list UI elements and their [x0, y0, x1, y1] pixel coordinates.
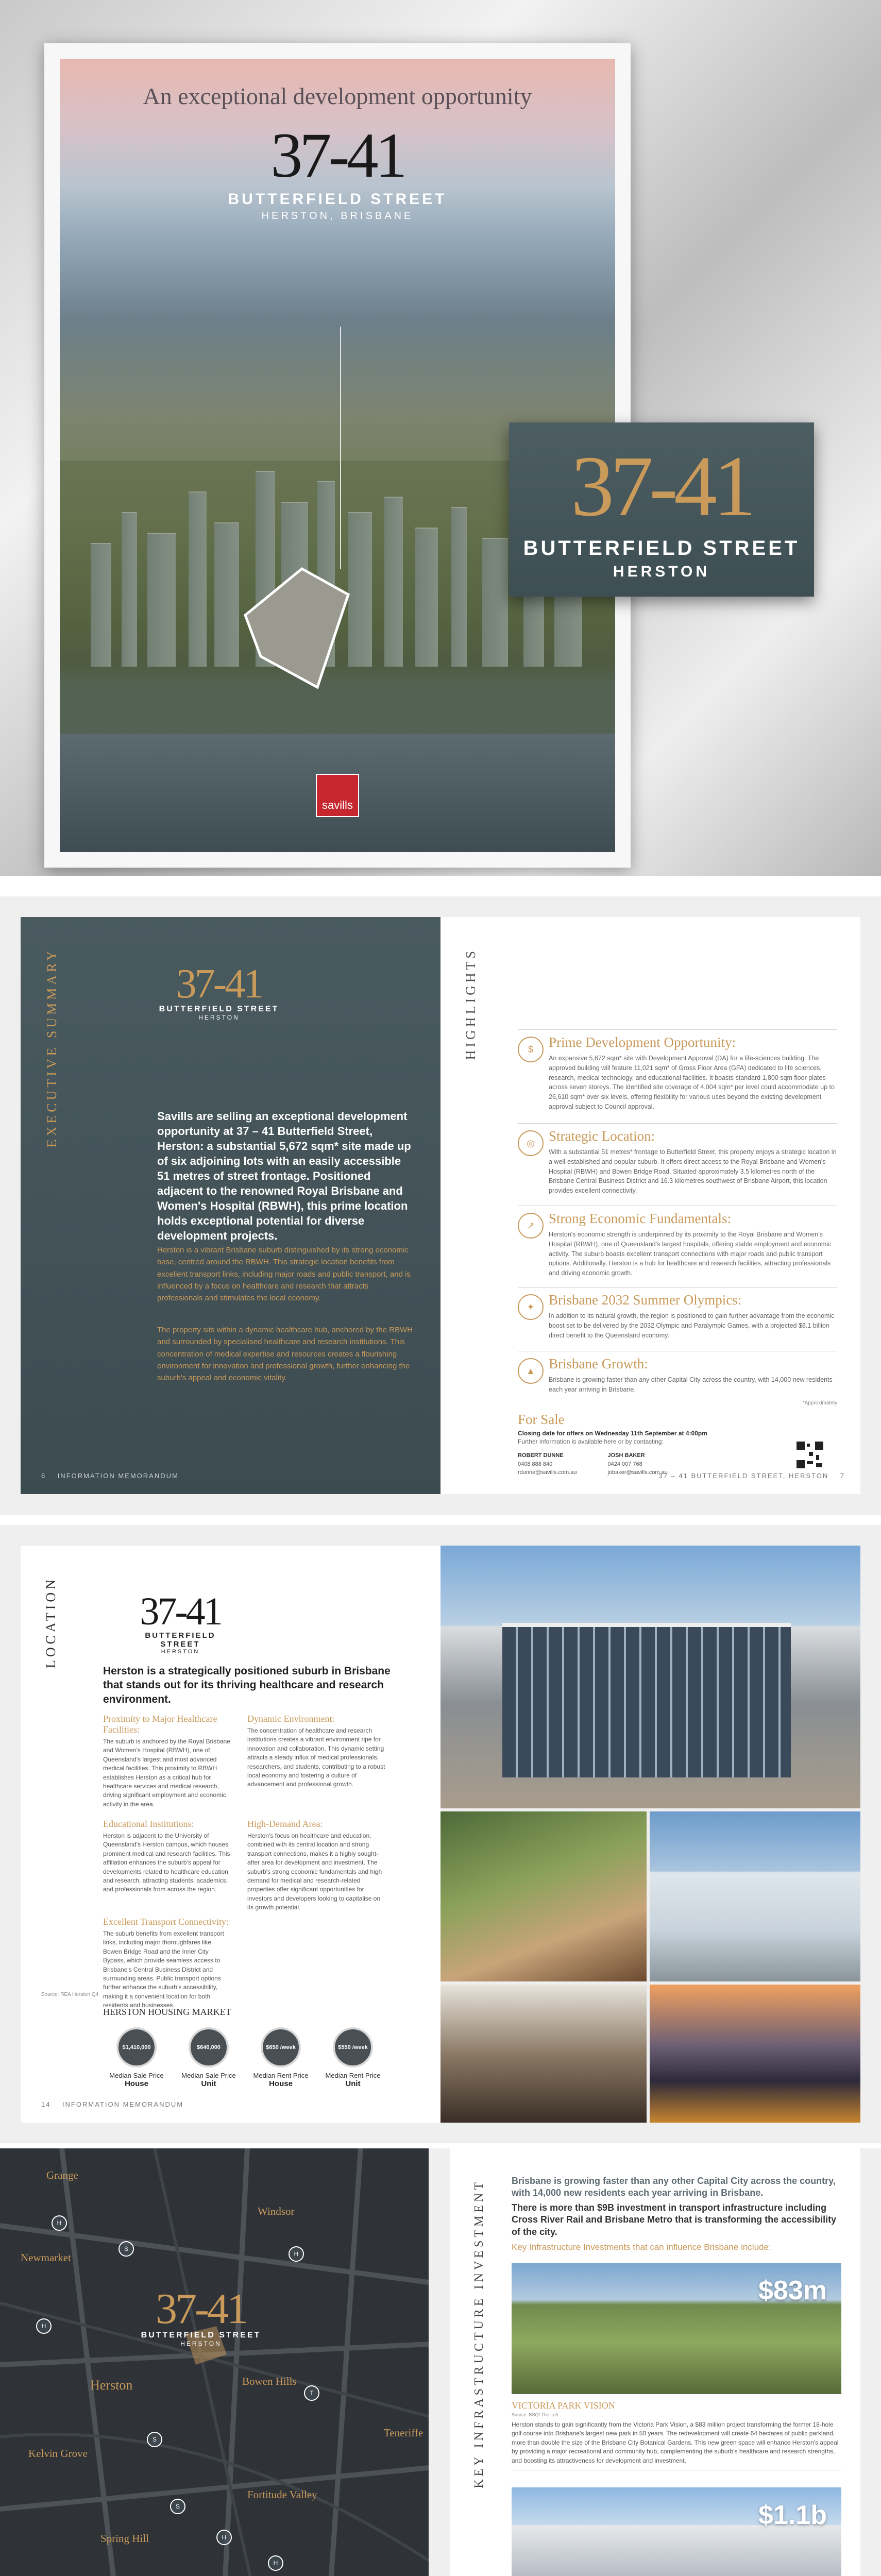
map-pin[interactable]: H — [289, 2246, 304, 2262]
location-logo-number: 37-41 — [140, 1590, 221, 1633]
cover-badge — [509, 422, 814, 597]
highlight-item — [527, 1292, 837, 1340]
location-logo — [124, 1592, 237, 1655]
location-section — [103, 1819, 232, 1894]
map-label-windsor: Windsor — [258, 2205, 295, 2217]
highlight-item — [526, 1356, 837, 1395]
section-title: Educational Institutions: — [103, 1819, 194, 1829]
map-pin[interactable]: H — [268, 2555, 283, 2571]
badge-street: BUTTERFIELD STREET — [523, 537, 800, 560]
market-title: HERSTON HOUSING MARKET — [103, 2007, 231, 2017]
highlights-vertical-title: HIGHLIGHTS — [463, 948, 478, 1060]
executive-summary-page — [21, 917, 440, 1494]
map-logo-suburb: HERSTON — [180, 2340, 222, 2347]
outdoor-umbrellas-photo — [440, 1985, 647, 2123]
project-body: Herston stands to gain significantly from the Victoria Park Vision, a $83 million project transforming the former 18-hole golf course into Brisbane's largest new park in 50 years. The redevelopment will create 64 hectares of public parkland, more than double the size of the Brisbane City Botanical Gardens. This new green space will enhance Herston's appeal by providing a major recreational and community hub, complementing the suburb's healthcare and research strengths, and boosting its attractiveness for development and investment. — [512, 2421, 839, 2464]
project-caption — [512, 2400, 841, 2465]
highlights-page — [440, 917, 860, 1494]
location-page — [21, 1546, 440, 2123]
savills-logo: savills — [316, 774, 359, 817]
closing-date: Closing date for offers on Wednesday 11th September at 4:00pm — [518, 1430, 707, 1437]
map-label-fortitude-valley: Fortitude Valley — [247, 2488, 317, 2501]
location-folio-text: INFORMATION MEMORANDUM — [62, 2100, 184, 2108]
map-label-kelvin-grove: Kelvin Grove — [28, 2447, 88, 2460]
cover-logo — [60, 120, 615, 222]
highlight-title: Strong Economic Fundamentals: — [549, 1211, 731, 1226]
executive-highlights-spread — [0, 896, 881, 1515]
cover-logo-suburb: HERSTON, BRISBANE — [261, 210, 414, 222]
location-section — [103, 1917, 232, 2010]
agent-phone[interactable]: 0424 007 768 — [607, 1461, 642, 1467]
highlights-folio — [658, 1472, 845, 1480]
highlight-title: Brisbane 2032 Summer Olympics: — [549, 1292, 742, 1308]
map-label-bowen-hills: Bowen Hills — [242, 2375, 297, 2387]
market-stat — [250, 2027, 312, 2088]
location-vertical-title: LOCATION — [43, 1577, 58, 1668]
agent-email[interactable]: jobaker@savills.com.au — [607, 1469, 668, 1476]
map-label-teneriffe: Teneriffe — [384, 2427, 423, 2439]
section-title: Excellent Transport Connectivity: — [103, 1917, 229, 1927]
location-section — [247, 1714, 386, 1789]
dollar-icon: $ — [518, 1037, 544, 1062]
exec-logo — [157, 963, 281, 1021]
location-icon: ◎ — [518, 1130, 544, 1156]
market-label: Median Sale Price — [109, 2072, 164, 2079]
section-body: The suburb is anchored by the Royal Brisbane and Women's Hospital (RBWH), one of Queensland's largest and most advanced medical facilities. This proximity to RBWH establishes Herston as a critical hub for healthcare services and medical research, driving significant employment and economic activity in the area. — [103, 1738, 230, 1808]
market-stat — [322, 2027, 384, 2088]
section-title: High-Demand Area: — [247, 1819, 323, 1829]
project-title: VICTORIA PARK VISION — [512, 2400, 615, 2411]
exec-folio-text: INFORMATION MEMORANDUM — [57, 1472, 179, 1480]
map-pin[interactable]: H — [36, 2318, 52, 2334]
rbwh-building-photo — [650, 1811, 860, 1981]
map-pin[interactable]: S — [147, 2432, 162, 2447]
city-night-photo — [650, 1985, 860, 2123]
map-label-herston: Herston — [90, 2378, 133, 2393]
highlight-title: Prime Development Opportunity: — [549, 1035, 736, 1050]
for-sale-block — [518, 1412, 837, 1477]
infra-headline-2: There is more than $9B investment in transport infrastructure including Cross River Rail and Brisbane Metro that is transforming the accessibility of the city. — [512, 2202, 837, 2237]
project-price: $83m — [758, 2276, 827, 2306]
agent-email[interactable]: rdunne@savills.com.au — [518, 1469, 577, 1476]
exec-logo-street: BUTTERFIELD STREET — [159, 1005, 279, 1013]
agent-name: ROBERT DUNNE — [518, 1452, 564, 1459]
cover-page — [0, 0, 881, 876]
exec-logo-number: 37-41 — [176, 961, 262, 1007]
map-label-newmarket: Newmarket — [21, 2251, 71, 2264]
market-kind: Unit — [201, 2079, 216, 2088]
victoria-park-photo — [512, 2263, 841, 2394]
project-price: $1.1b — [758, 2500, 827, 2530]
map-logo — [129, 2287, 273, 2347]
section-body: Herston is adjacent to the University of Queensland's Herston campus, which houses prominent medical and research facilities. This affiliation enhances the suburb's appeal for developments related to healthcare education and research, attracting students, academics, and professionals from across the region. — [103, 1832, 230, 1893]
source-note: Source: REA Herston Q4 — [41, 1992, 99, 1997]
location-logo-suburb: HERSTON — [161, 1649, 200, 1655]
map-pin[interactable]: H — [216, 2530, 232, 2545]
market-label: Median Sale Price — [181, 2072, 236, 2079]
section-body: Herston's focus on healthcare and education, combined with its central location and strong transport connections, makes it a highly sought-after area for development and investment. The suburb's strong economic fundamentals and high demand for medical and research-related properties offer significant opportunities for investors and developers looking to capitalise on its growth potential. — [247, 1832, 382, 1911]
approx-note: *Approximately — [802, 1400, 837, 1406]
highlight-body: An expansive 5,672 sqm* site with Development Approval (DA) for a life-sciences building. The approved building will feature 11,021 sqm* of Gross Floor Area (GFA) dedicated to life sciences, research, medical technology, and educational facilities. It boasts standard 1,800 sqm floor plates across seven storeys. The identified site coverage of 4,004 sqm* per level could accommodate up to 26,610 sqm* over six levels, offering flexibility for various uses beyond the existing development approval subject to Council approval. — [549, 1055, 835, 1110]
cover-logo-street: BUTTERFIELD STREET — [228, 191, 447, 208]
market-value: $650 /week — [261, 2027, 301, 2067]
highlight-body: Brisbane is growing faster than any other Capital City across the country, with 14,000 new residents each year arriving in Brisbane. — [549, 1376, 833, 1393]
map-pin[interactable]: T — [304, 2385, 319, 2401]
exec-folio — [41, 1472, 179, 1480]
infrastructure-page — [450, 2148, 860, 2576]
map-logo-number: 37-41 — [156, 2285, 246, 2333]
market-stat — [178, 2027, 240, 2088]
market-value: $550 /week — [333, 2027, 373, 2067]
market-value: $640,000 — [189, 2027, 229, 2067]
exec-paragraph-2: The property sits within a dynamic healthcare hub, anchored by the RBWH and surrounded by specialised healthcare and research institutions. This concentration of medical expertise and resources creates a flourishing environment for innovation and professional growth, further enhancing the suburb's appeal and economic vitality. — [157, 1326, 413, 1382]
map-roads — [0, 2148, 429, 2576]
hospital-building-photo — [440, 1546, 860, 1808]
section-body: The suburb benefits from excellent transport links, including major thoroughfares like Bowen Bridge Road and the Inner City Bypass, which provide seamless access to Brisbane's Central Business District and surrounding areas. Public transport options further enhance the suburb's accessibility, making it a convenient location for both residents and businesses. — [103, 1930, 224, 2009]
infra-vertical-title: KEY INFRASTRUCTURE INVESTMENT — [472, 2179, 486, 2488]
map-label-grange: Grange — [46, 2169, 78, 2181]
highlight-title: Brisbane Growth: — [549, 1356, 648, 1371]
market-kind: Unit — [345, 2079, 361, 2088]
highlight-item — [528, 1035, 837, 1112]
location-folio-number: 14 — [41, 2100, 51, 2108]
city-growth-icon: ▲ — [518, 1358, 544, 1384]
market-label: Median Rent Price — [325, 2072, 381, 2079]
highlight-title: Strategic Location: — [549, 1128, 655, 1144]
highlight-body: In addition to its natural growth, the region is positioned to gain further advantage from the economic boost set to be delivered by the 2032 Olympic and Paralympic Games, with a projected $8.1 billion direct benefit to the Queensland economy. — [549, 1312, 835, 1339]
agent-card — [518, 1451, 577, 1477]
agent-name: JOSH BAKER — [607, 1452, 645, 1459]
project-source: Source: BSQ/ The Loft — [512, 2412, 558, 2417]
map-pin[interactable]: S — [170, 2499, 185, 2514]
highlight-item — [527, 1128, 837, 1196]
map-pin[interactable]: S — [118, 2241, 134, 2257]
section-title: Dynamic Environment: — [247, 1714, 335, 1724]
badge-suburb: HERSTON — [613, 563, 710, 580]
exec-folio-number: 6 — [41, 1472, 46, 1480]
cafe-dining-photo — [440, 1811, 647, 1981]
badge-number: 37-41 — [571, 438, 752, 534]
location-section — [103, 1714, 232, 1809]
agent-phone[interactable]: 0408 888 840 — [518, 1461, 553, 1467]
location-folio — [41, 2100, 183, 2108]
cover-headline: An exceptional development opportunity — [143, 83, 532, 109]
infra-headline: Brisbane is growing faster than any other Capital City across the country, with 14,000 new residents each year arriving in Brisbane. — [512, 2176, 836, 2198]
olympics-icon: ✦ — [518, 1294, 544, 1320]
cover-logo-number: 37-41 — [270, 120, 404, 191]
highlight-body: With a substantial 51 metres* frontage to Butterfield Street, this property enjoys a strategic location in a well-established and popular suburb. It offers direct access to the Royal Brisbane and Women's Hospital (RBWH) and Bowen Bridge Road. Situated approximately 3.5 kilometres north of the Brisbane Central Business District and 16.3 kilometres southwest of Brisbane Airport, this location provides excellent connectivity. — [549, 1148, 837, 1194]
market-kind: House — [269, 2079, 293, 2088]
growth-icon: ↗ — [518, 1213, 544, 1239]
market-kind: House — [125, 2079, 148, 2088]
location-intro: Herston is a strategically positioned suburb in Brisbane that stands out for its thriving healthcare and research environment. — [103, 1665, 391, 1705]
location-spread — [0, 1525, 881, 2143]
location-section — [247, 1819, 386, 1912]
exec-paragraph-1: Herston is a vibrant Brisbane suburb distinguished by its strong economic base, centred around the RBWH. This strategic location benefits from excellent transport links, including major roads and public transport, and is influenced by a focus on healthcare and research that attracts professionals and stimulates the local economy. — [157, 1246, 411, 1302]
section-title: Proximity to Major Healthcare Facilities: — [103, 1714, 217, 1735]
highlights-folio-number: 7 — [840, 1472, 845, 1480]
market-value: $1,410,000 — [116, 2027, 157, 2067]
highlight-body: Herston's economic strength is underpinned by its proximity to the Royal Brisbane and Women's Hospital (RBWH), one of Queensland's largest hospitals, offering stable employment and economic activity. The suburb boasts excellent transport connections with major roads and public transport options. Additionally, Herston is a hub for healthcare and research facilities, attracting professionals and driving economic growth. — [549, 1231, 832, 1277]
further-info: Further information is available here or by contacting: — [518, 1438, 664, 1445]
exec-vertical-title: EXECUTIVE SUMMARY — [44, 948, 59, 1148]
for-sale-title: For Sale — [518, 1412, 565, 1427]
exec-logo-suburb: HERSTON — [198, 1014, 240, 1021]
map-pin[interactable]: H — [52, 2215, 67, 2231]
location-map[interactable] — [0, 2148, 429, 2576]
highlights-folio-text: 37 – 41 BUTTERFIELD STREET, HERSTON — [658, 1472, 829, 1480]
exec-lead: Savills are selling an exceptional development opportunity at 37 – 41 Butterfield Street, Herston: a substantial 5,672 sqm* site made up of six adjoining lots with an easily accessible 51 metres of street frontage. Positioned adjacent to the renowned Royal Brisbane and Women's Hospital (RBWH), this prime location holds exceptional potential for diverse development projects. — [157, 1110, 411, 1243]
market-label: Median Rent Price — [253, 2072, 309, 2079]
map-infrastructure-spread — [0, 2148, 881, 2576]
market-stat — [106, 2027, 167, 2088]
herston-quarter-photo — [512, 2487, 841, 2576]
infra-subtitle: Key Infrastructure Investments that can influence Brisbane include: — [512, 2242, 771, 2252]
section-body: The concentration of healthcare and research institutions creates a vibrant environment ripe for innovation and collaboration. This dynamic setting attracts a steady influx of medical professionals, researchers, and students, contributing to a robust local economy and fostering a culture of advancement and professional growth. — [247, 1727, 385, 1788]
location-logo-street: BUTTERFIELD STREET — [145, 1631, 216, 1649]
map-logo-street: BUTTERFIELD STREET — [141, 2331, 261, 2340]
qr-code-icon[interactable] — [795, 1440, 824, 1469]
map-label-spring-hill: Spring Hill — [100, 2532, 149, 2545]
highlight-item — [527, 1211, 837, 1278]
